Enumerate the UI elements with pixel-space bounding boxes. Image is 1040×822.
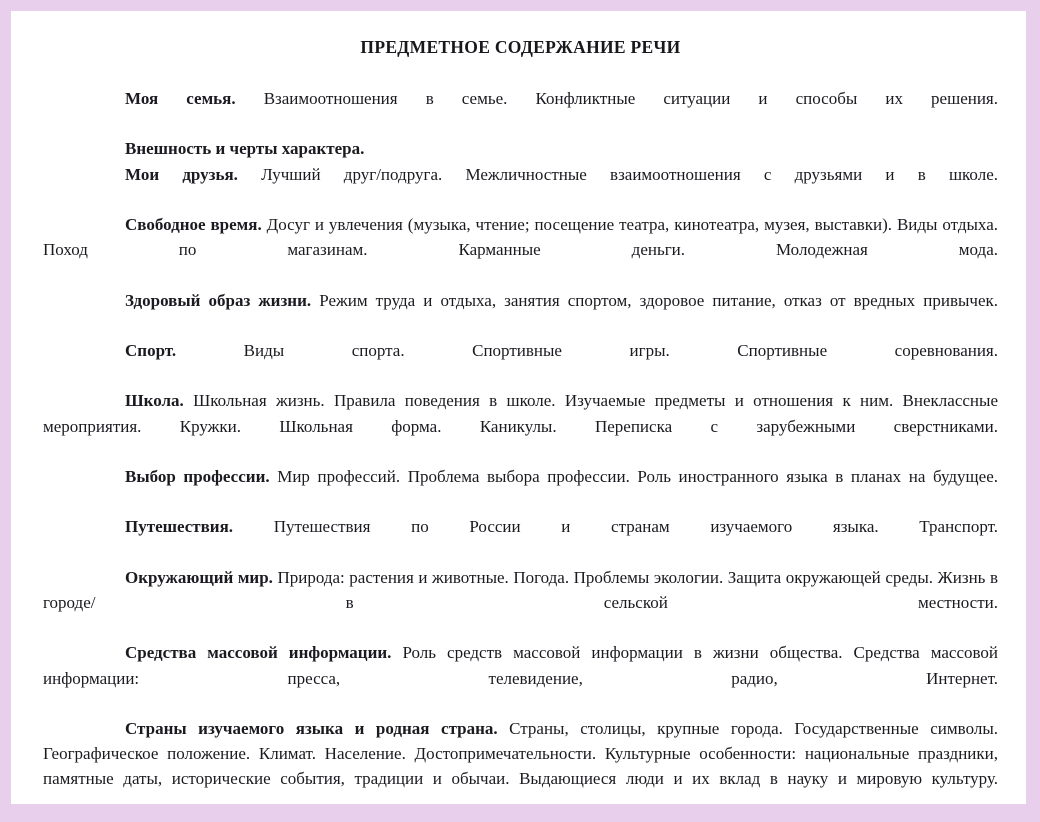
paragraph-lead-school: Школа. [125, 391, 184, 411]
paragraph-travel [43, 514, 998, 564]
paragraph-lead-mass-media: Средства массовой информации. [125, 643, 392, 663]
paragraph-lead-appearance: Внешность и черты характера. [125, 139, 365, 159]
paragraph-text-family: Взаимоотношения в семье. Конфликтные ситуации и способы их решения. [235, 89, 999, 108]
paragraph-text-travel: Путешествия по России и странам изучаемого языка. Транспорт. [233, 517, 998, 537]
paragraph-school [43, 388, 998, 464]
paragraph-family [43, 86, 998, 136]
paragraph-sport [43, 338, 998, 388]
paragraph-lead-family: Моя семья. [125, 89, 236, 108]
paragraph-lead-sport: Спорт. [125, 341, 177, 361]
paragraph-lead-friends: Мои друзья. [125, 164, 238, 184]
document-body [43, 86, 998, 817]
paragraph-lead-profession: Выбор профессии. [125, 467, 270, 487]
paragraph-friends [43, 162, 998, 212]
paragraph-lead-world-around: Окружающий мир. [125, 567, 273, 587]
paragraph-appearance [43, 136, 998, 161]
paragraph-mass-media [43, 640, 998, 716]
paragraph-lead-free-time: Свободное время. [125, 215, 262, 235]
paragraph-healthy-lifestyle [43, 288, 998, 338]
paragraph-text-school: Школьная жизнь. Правила поведения в школе. Изучаемые предметы и отношения к ним. Внеклассные мероприятия. Кружки. Школьная форма. Каникулы. Переписка с зарубежными сверстниками. [43, 391, 998, 436]
paragraph-lead-countries: Страны изучаемого языка и родная страна. [125, 719, 498, 739]
paragraph-lead-travel: Путешествия. [125, 517, 234, 537]
paragraph-text-friends: Лучший друг/подруга. Межличностные взаимоотношения с друзьями и в школе. [237, 164, 998, 184]
paragraph-text-profession: Мир профессий. Проблема выбора профессии. Роль иностранного языка в планах на будущее. [269, 467, 998, 487]
paragraph-world-around [43, 565, 998, 641]
paragraph-free-time [43, 212, 998, 288]
paragraph-text-mass-media: Роль средств массовой информации в жизни общества. Средства массовой информации: пресса, телевидение, радио, Интернет. [43, 643, 998, 688]
document-sheet [11, 11, 1026, 804]
paragraph-text-healthy-lifestyle: Режим труда и отдыха, занятия спортом, здоровое питание, отказ от вредных привычек. [311, 290, 998, 310]
page-title: ПРЕДМЕТНОЕ СОДЕРЖАНИЕ РЕЧИ [360, 37, 681, 57]
paragraph-text-free-time: Досуг и увлечения (музыка, чтение; посещение театра, кинотеатра, музея, выставки). Виды отдыха. Поход по магазинам. Карманные деньги. Молодежная мода. [43, 215, 999, 260]
paragraph-lead-healthy-lifestyle: Здоровый образ жизни. [125, 290, 312, 310]
paragraph-text-sport: Виды спорта. Спортивные игры. Спортивные соревнования. [176, 341, 998, 361]
paragraph-countries [43, 716, 998, 817]
paragraph-profession [43, 464, 998, 514]
paragraph-text-world-around: Природа: растения и животные. Погода. Проблемы экологии. Защита окружающей среды. Жизнь в городе/ в сельской местности. [43, 567, 998, 613]
paragraph-text-countries: Страны, столицы, крупные города. Государственные символы. Географическое положение. Климат. Население. Достопримечательности. Культурные особенности: национальные праздники, памятные даты, исторические события, традиции и обычаи. Выдающиеся люди и их вклад в науку и мировую культуру. [43, 719, 998, 789]
